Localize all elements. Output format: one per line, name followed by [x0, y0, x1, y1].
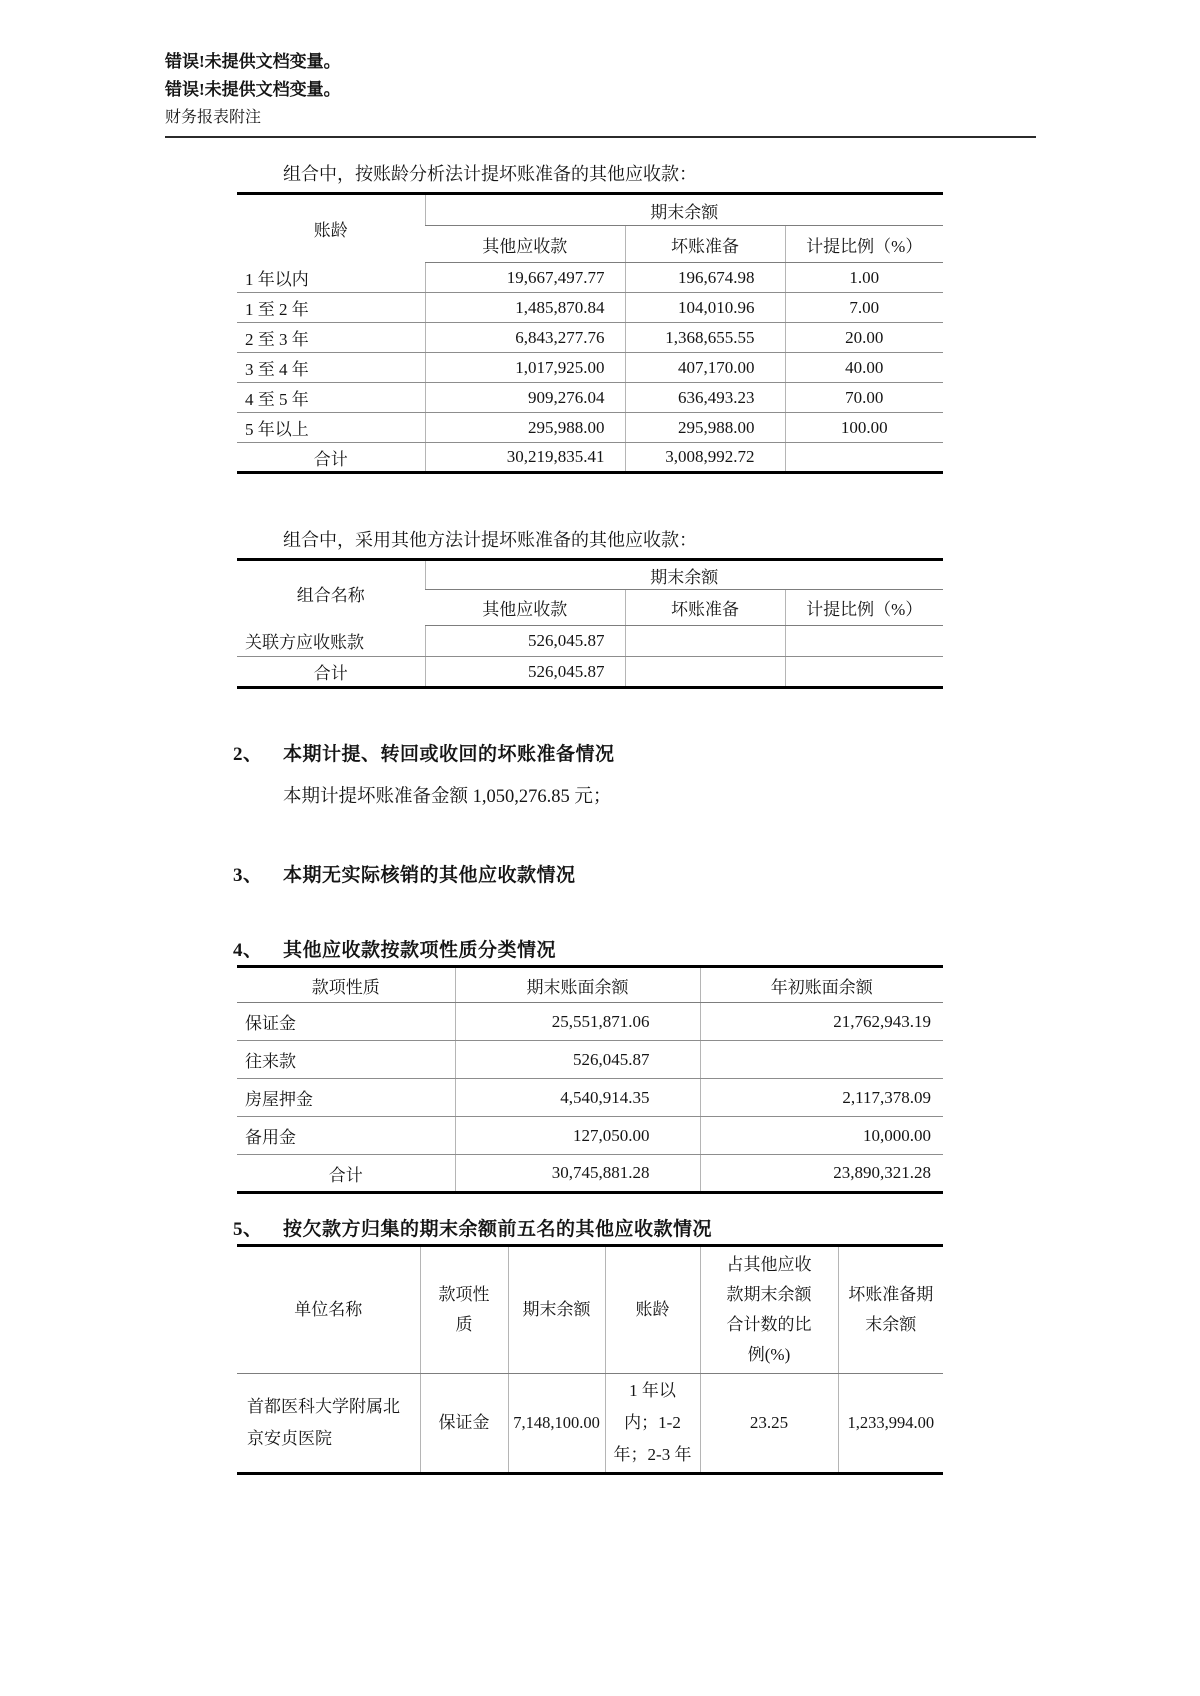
receivable-cell: 1,017,925.00	[425, 353, 625, 383]
section-5-heading	[233, 1214, 1200, 1241]
nature-column-header: 款项性质	[420, 1246, 508, 1374]
bad-debt-ending-column-header: 坏账准备期末余额	[838, 1246, 943, 1374]
provision-total-cell	[625, 657, 785, 688]
table-row	[237, 263, 943, 293]
total-row	[237, 443, 943, 473]
section-2-title: 本期计提、转回或收回的坏账准备情况	[283, 744, 615, 765]
portfolio-label-cell: 关联方应收账款	[237, 626, 425, 657]
bad-debt-column-header: 坏账准备	[625, 590, 785, 626]
section-2-paragraph: 本期计提坏账准备金额 1,050,276.85 元；	[283, 787, 612, 807]
total-label-cell: 合计	[313, 449, 348, 469]
receivable-cell: 295,988.00	[425, 413, 625, 443]
table-row	[237, 1079, 943, 1117]
other-method-table	[237, 558, 943, 689]
provision-cell	[625, 626, 785, 657]
ratio-total-cell	[785, 657, 943, 688]
ending-balance-cell: 7,148,100.00	[508, 1374, 605, 1474]
beginning-balance-column-header: 年初账面余额	[700, 967, 943, 1003]
section-3-heading	[233, 860, 1200, 887]
aging-label-cell: 2 至 3 年	[237, 323, 425, 353]
section-2-heading	[233, 739, 1200, 766]
table-row	[237, 383, 943, 413]
total-row	[237, 1155, 943, 1193]
other-receivables-column-header: 其他应收款	[425, 590, 625, 626]
table-row	[237, 1374, 943, 1474]
bad-debt-column-header: 坏账准备	[625, 226, 785, 263]
ratio-cell: 23.25	[700, 1374, 838, 1474]
provision-total-cell: 3,008,992.72	[625, 443, 785, 473]
period-end-group-header: 期末余额	[425, 194, 943, 226]
provision-cell: 104,010.96	[625, 293, 785, 323]
bad-debt-ending-cell: 1,233,994.00	[838, 1374, 943, 1474]
ratio-cell: 20.00	[785, 323, 943, 353]
receivable-total-cell: 526,045.87	[425, 657, 625, 688]
provision-cell: 1,368,655.55	[625, 323, 785, 353]
top-five-debtors-table	[237, 1244, 943, 1475]
ratio-cell: 1.00	[785, 263, 943, 293]
section-5-number: 5、	[233, 1219, 263, 1240]
nature-label-cell: 房屋押金	[237, 1079, 455, 1117]
ending-balance-column-header: 期末余额	[508, 1246, 605, 1374]
aging-cell: 1 年以内；1-2 年；2-3 年	[605, 1374, 700, 1474]
beginning-balance-cell: 10,000.00	[700, 1117, 943, 1155]
aging-label-cell: 5 年以上	[237, 413, 425, 443]
unit-name-cell: 首都医科大学附属北京安贞医院	[247, 1397, 400, 1448]
receivable-cell: 19,667,497.77	[425, 263, 625, 293]
beginning-balance-cell: 2,117,378.09	[700, 1079, 943, 1117]
unit-name-column-header: 单位名称	[237, 1246, 420, 1374]
doc-var-error-line-1: 错误!未提供文档变量。	[165, 52, 341, 71]
aging-label-cell: 4 至 5 年	[237, 383, 425, 413]
aging-label-cell: 3 至 4 年	[237, 353, 425, 383]
table-row	[237, 353, 943, 383]
table-row	[237, 413, 943, 443]
aging-table-title: 组合中，按账龄分析法计提坏账准备的其他应收款：	[283, 164, 697, 184]
doc-var-error-line-2: 错误!未提供文档变量。	[165, 80, 341, 99]
other-receivables-column-header: 其他应收款	[425, 226, 625, 263]
receivable-cell: 1,485,870.84	[425, 293, 625, 323]
notes-subtitle: 财务报表附注	[165, 109, 262, 126]
section-4-title: 其他应收款按款项性质分类情况	[283, 940, 557, 961]
beginning-balance-cell: 21,762,943.19	[700, 1003, 943, 1041]
provision-cell: 636,493.23	[625, 383, 785, 413]
section-4-heading	[233, 935, 1200, 962]
beginning-balance-cell	[700, 1041, 943, 1079]
ratio-cell: 70.00	[785, 383, 943, 413]
total-label-cell: 合计	[328, 1165, 363, 1185]
provision-cell: 295,988.00	[625, 413, 785, 443]
ratio-cell: 7.00	[785, 293, 943, 323]
ending-balance-cell: 4,540,914.35	[455, 1079, 700, 1117]
section-2-number: 2、	[233, 744, 263, 765]
aging-column-header: 账龄	[605, 1246, 700, 1374]
table-row	[237, 293, 943, 323]
ratio-cell	[785, 626, 943, 657]
ratio-cell: 100.00	[785, 413, 943, 443]
ratio-cell: 40.00	[785, 353, 943, 383]
table-row	[237, 1041, 943, 1079]
ending-balance-cell: 526,045.87	[455, 1041, 700, 1079]
ending-balance-cell: 127,050.00	[455, 1117, 700, 1155]
nature-column-header: 款项性质	[237, 967, 455, 1003]
doc-header	[0, 0, 1200, 132]
total-row	[237, 657, 943, 688]
total-label-cell: 合计	[313, 664, 348, 683]
provision-cell: 196,674.98	[625, 263, 785, 293]
section-4-number: 4、	[233, 940, 263, 961]
table-row	[237, 323, 943, 353]
beginning-balance-total-cell: 23,890,321.28	[700, 1155, 943, 1193]
nature-label-cell: 往来款	[237, 1041, 455, 1079]
nature-cell: 保证金	[420, 1374, 508, 1474]
aging-analysis-table	[237, 192, 943, 474]
table-row	[237, 1117, 943, 1155]
receivable-total-cell: 30,219,835.41	[425, 443, 625, 473]
period-end-group-header: 期末余额	[425, 560, 943, 590]
aging-row-header: 账龄	[313, 221, 348, 241]
ending-balance-column-header: 期末账面余额	[455, 967, 700, 1003]
header-rule	[165, 136, 1036, 138]
ending-balance-cell: 25,551,871.06	[455, 1003, 700, 1041]
table-row	[237, 1003, 943, 1041]
section-3-number: 3、	[233, 865, 263, 886]
ending-balance-total-cell: 30,745,881.28	[455, 1155, 700, 1193]
ratio-of-total-column-header: 占其他应收款期末余额合计数的比例(%)	[700, 1246, 838, 1374]
nature-classification-table	[237, 965, 943, 1194]
nature-label-cell: 备用金	[237, 1117, 455, 1155]
nature-label-cell: 保证金	[237, 1003, 455, 1041]
aging-label-cell: 1 年以内	[237, 263, 425, 293]
section-3-title: 本期无实际核销的其他应收款情况	[283, 865, 576, 886]
ratio-column-header: 计提比例（%）	[785, 590, 943, 626]
portfolio-row-header: 组合名称	[296, 585, 365, 605]
provision-cell: 407,170.00	[625, 353, 785, 383]
receivable-cell: 526,045.87	[425, 626, 625, 657]
receivable-cell: 909,276.04	[425, 383, 625, 413]
ratio-total-cell	[785, 443, 943, 473]
receivable-cell: 6,843,277.76	[425, 323, 625, 353]
table-row	[237, 626, 943, 657]
other-method-table-title: 组合中，采用其他方法计提坏账准备的其他应收款：	[283, 530, 697, 550]
ratio-column-header: 计提比例（%）	[785, 226, 943, 263]
aging-label-cell: 1 至 2 年	[237, 293, 425, 323]
section-5-title: 按欠款方归集的期末余额前五名的其他应收款情况	[283, 1219, 713, 1240]
